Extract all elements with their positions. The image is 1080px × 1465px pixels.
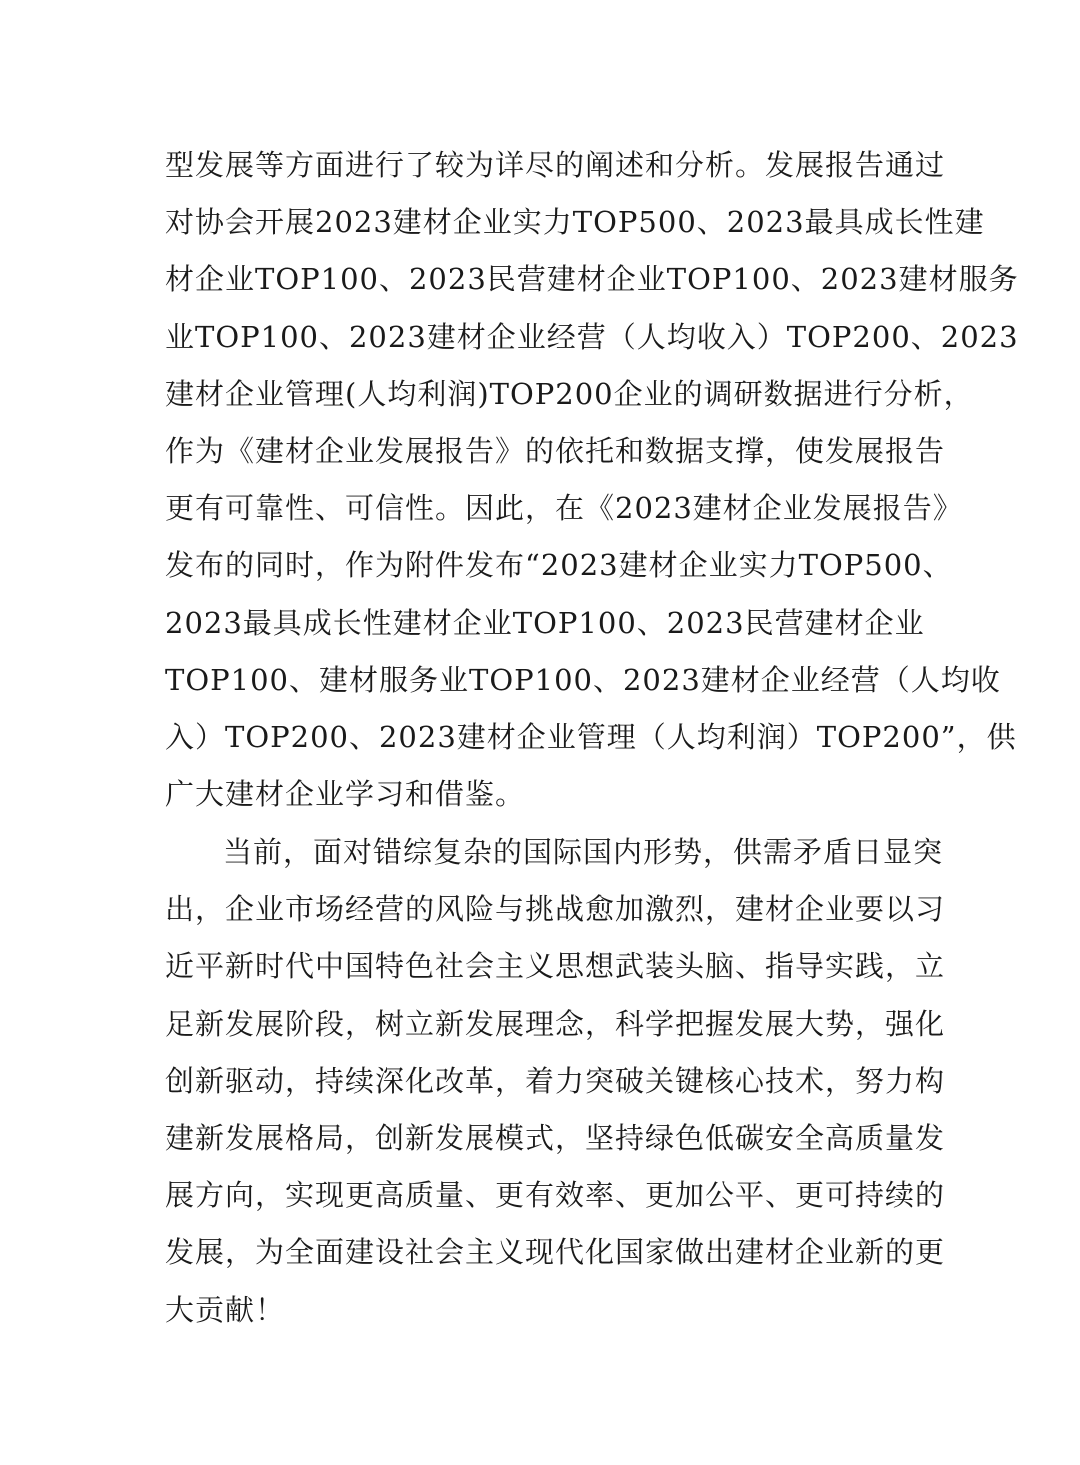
paragraph-2-line-6: 建新发展格局，创新发展模式，坚持绿色低碳安全高质量发 (165, 1120, 946, 1155)
paragraph-2-line-2: 出，企业市场经营的风险与挑战愈加激烈，建材企业要以习 (165, 892, 946, 927)
paragraph-2-line-4: 足新发展阶段，树立新发展理念，科学把握发展大势，强化 (165, 1006, 946, 1041)
paragraph-1-line-12: 广大建材企业学习和借鉴。 (165, 777, 526, 812)
paragraph-2-line-9: 大贡献！ (165, 1292, 286, 1327)
paragraph-1-line-7: 更有可靠性、可信性。因此，在《2023建材企业发展报告》 (165, 491, 963, 526)
paragraph-1-line-10: TOP100、建材服务业TOP100、2023建材企业经营（人均收 (165, 662, 1001, 697)
paragraph-2-line-1: 当前，面对错综复杂的国际国内形势，供需矛盾日显突 (223, 835, 944, 869)
paragraph-1-line-1: 型发展等方面进行了较为详尽的阐述和分析。发展报告通过 (165, 148, 946, 182)
paragraph-1-line-9: 2023最具成长性建材企业TOP100、2023民营建材企业 (165, 605, 925, 640)
paragraph-1-line-2: 对协会开展2023建材企业实力TOP500、2023最具成长性建 (165, 205, 985, 240)
paragraph-2-line-5: 创新驱动，持续深化改革，着力突破关键核心技术，努力构 (165, 1063, 946, 1098)
paragraph-2-line-3: 近平新时代中国特色社会主义思想武装头脑、指导实践，立 (165, 949, 946, 984)
paragraph-1-line-3: 材企业TOP100、2023民营建材企业TOP100、2023建材服务 (165, 262, 1019, 297)
paragraph-1 (165, 137, 1019, 823)
paragraph-2-line-7: 展方向，实现更高质量、更有效率、更加公平、更可持续的 (165, 1178, 946, 1213)
paragraph-1-line-11: 入）TOP200、2023建材企业管理（人均利润）TOP200”，供 (165, 719, 1017, 754)
paragraph-1-line-5: 建材企业管理(人均利润)TOP200企业的调研数据进行分析， (165, 376, 974, 411)
paragraph-1-line-6: 作为《建材企业发展报告》的依托和数据支撑，使发展报告 (165, 433, 946, 468)
paragraph-2-line-8: 发展，为全面建设社会主义现代化国家做出建材企业新的更 (165, 1235, 946, 1270)
paragraph-2 (165, 824, 946, 1339)
paragraph-1-line-8: 发布的同时，作为附件发布“2023建材企业实力TOP500、 (165, 548, 953, 583)
paragraph-1-line-4: 业TOP100、2023建材企业经营（人均收入）TOP200、2023 (165, 319, 1019, 354)
